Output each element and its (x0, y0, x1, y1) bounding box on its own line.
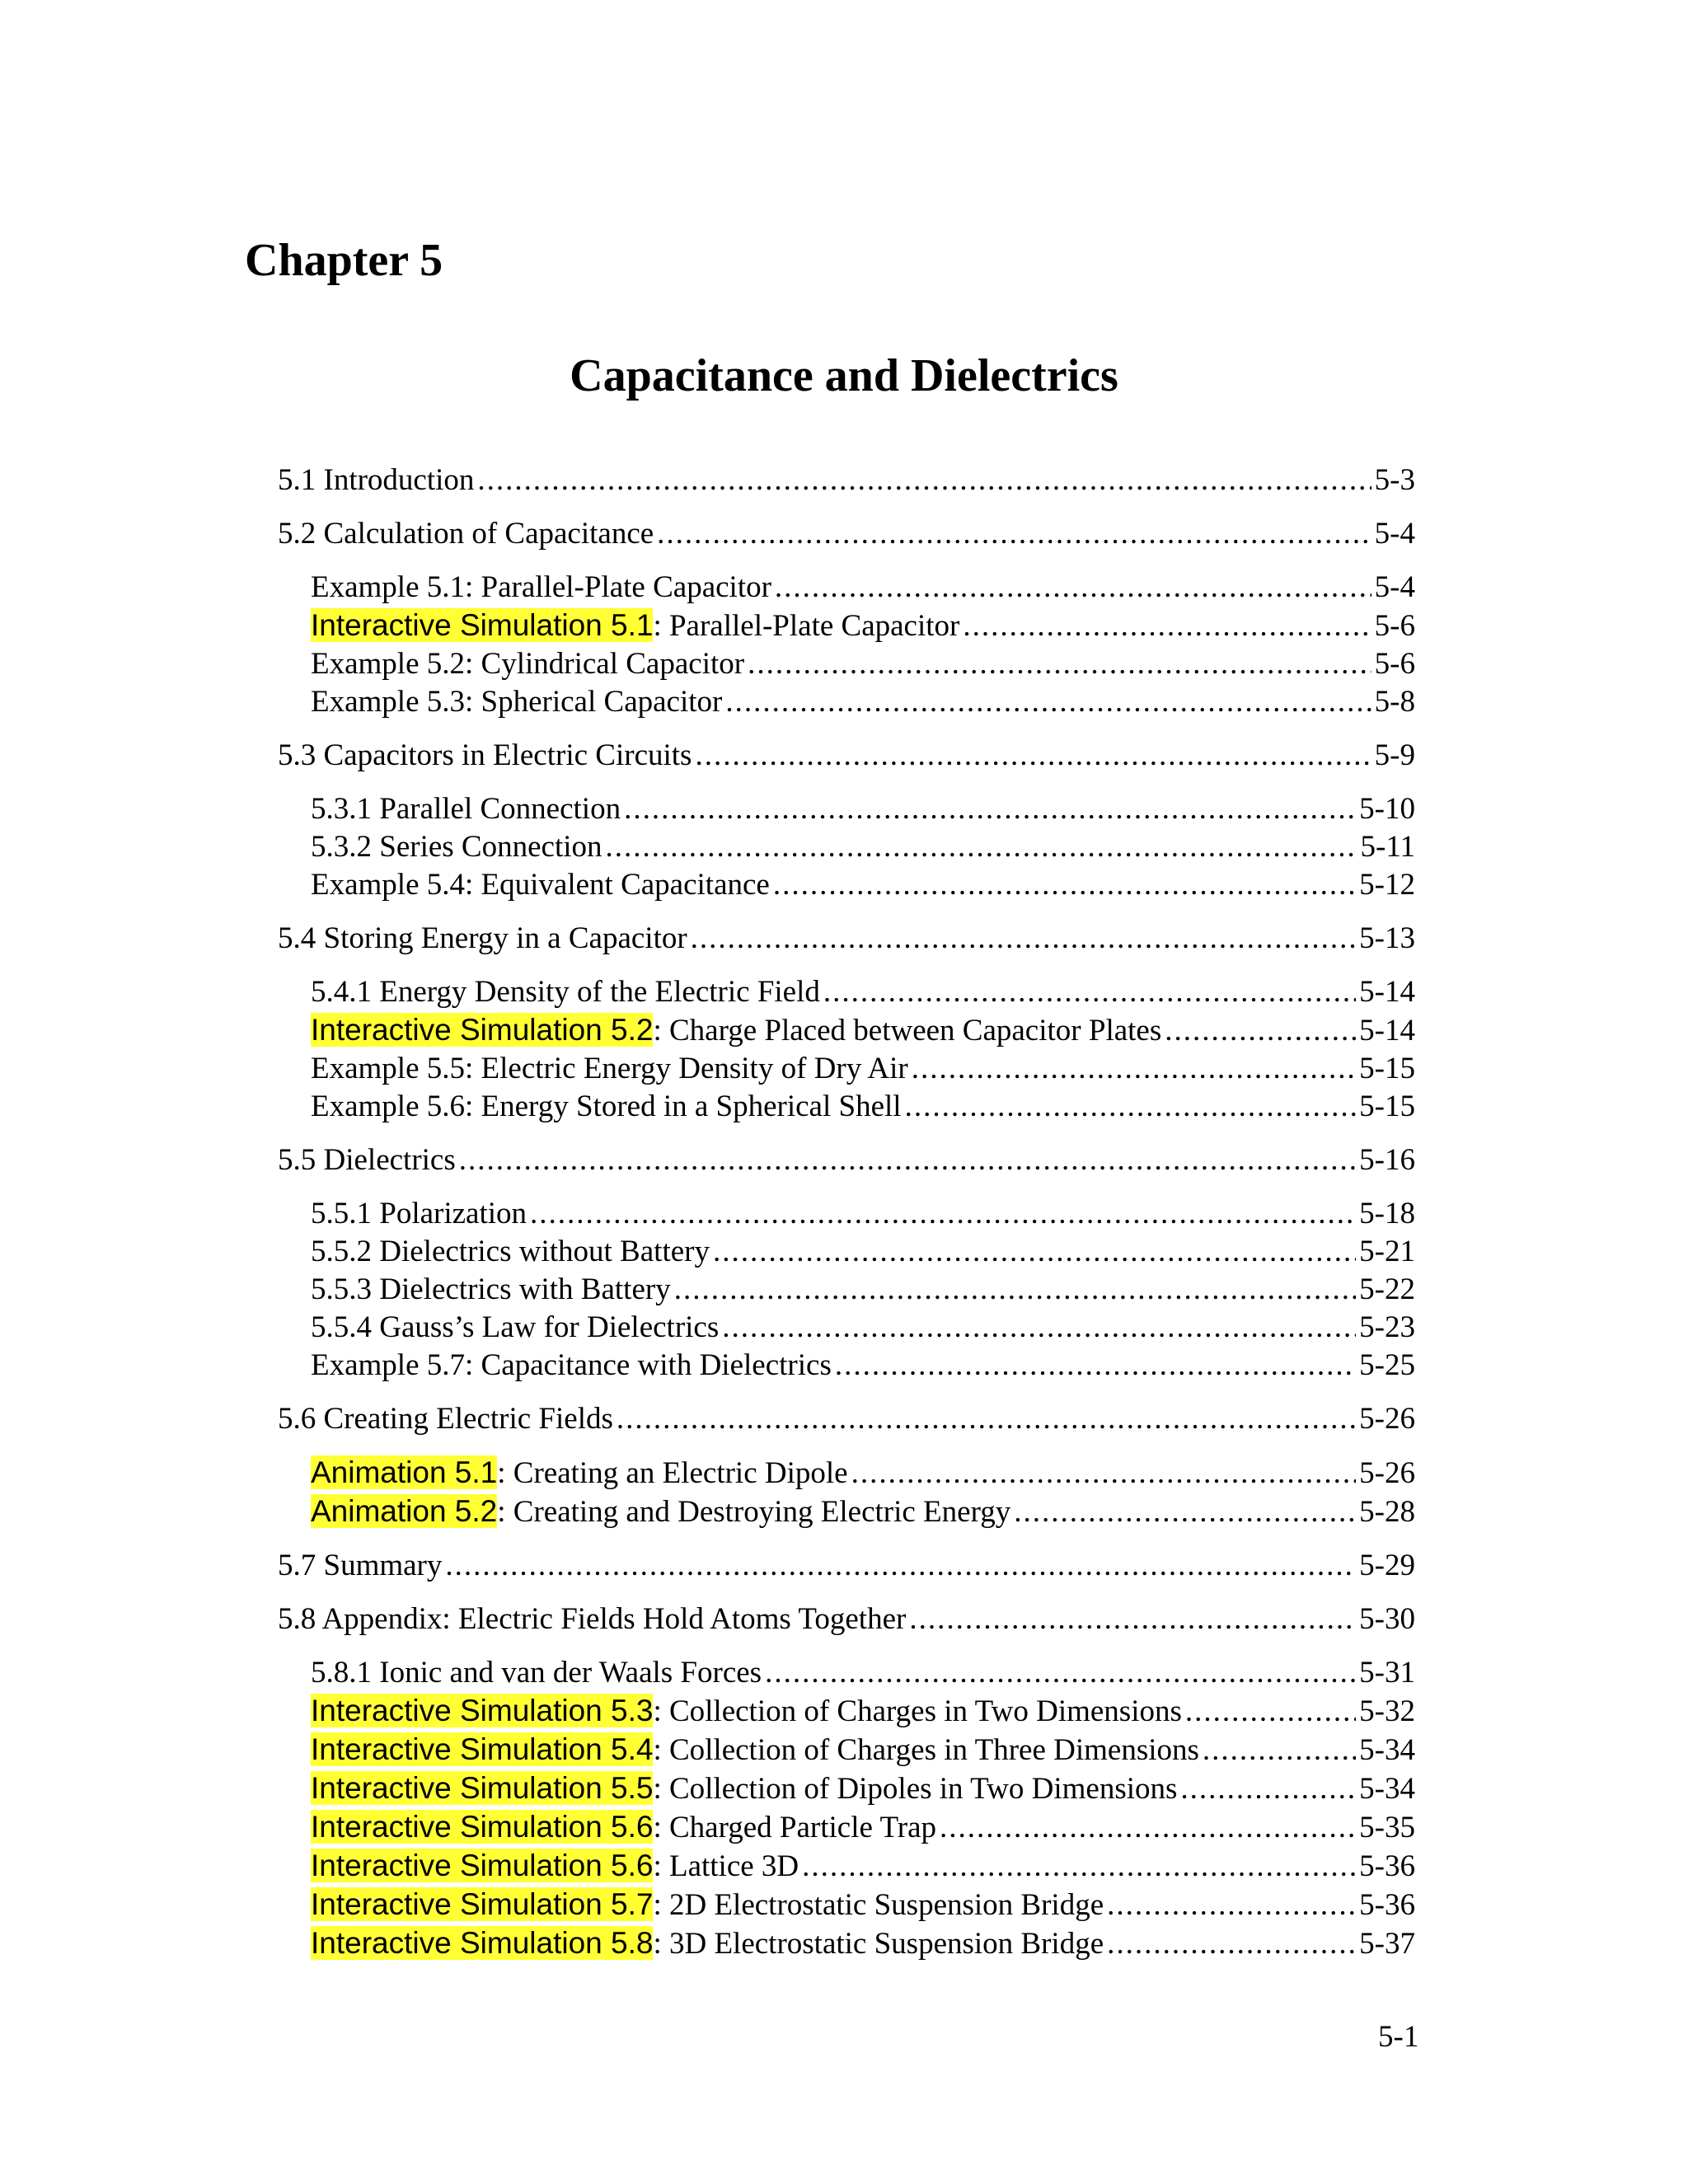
toc-section-entry[interactable] (278, 737, 1415, 775)
toc-entry-text: 5.4.1 Energy Density of the Electric Field (311, 975, 820, 1009)
toc-entry-text: : Collection of Charges in Two Dimensions (653, 1694, 1182, 1728)
toc-entry-title (311, 607, 959, 645)
toc-entry-text: 5.4 Storing Energy in a Capacitor (278, 921, 687, 955)
dot-leader (1185, 1693, 1356, 1731)
toc-section-entry[interactable] (278, 1547, 1415, 1585)
table-of-contents (278, 462, 1415, 1963)
toc-entry-title (311, 569, 771, 607)
toc-entry-text: : Charge Placed between Capacitor Plates (653, 1014, 1162, 1047)
toc-page-number: 5-3 (1374, 463, 1415, 497)
toc-entry-text: Example 5.1: Parallel-Plate Capacitor (311, 570, 771, 604)
toc-subentry[interactable] (278, 569, 1415, 607)
dot-leader (530, 1195, 1356, 1233)
toc-entry-title (311, 645, 744, 683)
toc-subentry[interactable] (278, 1233, 1415, 1271)
toc-subentry[interactable] (278, 1654, 1415, 1692)
toc-subentry[interactable] (278, 645, 1415, 683)
toc-subentry[interactable] (278, 1692, 1415, 1731)
dot-leader (725, 683, 1371, 721)
toc-entry-title (311, 1309, 719, 1347)
toc-page-number: 5-9 (1374, 738, 1415, 772)
toc-page-number: 5-11 (1360, 830, 1415, 864)
highlighted-link-label[interactable]: Interactive Simulation 5.2 (311, 1013, 654, 1047)
toc-entry-text: : Creating and Destroying Electric Energy (497, 1495, 1011, 1529)
dot-leader (657, 515, 1372, 553)
dot-leader (775, 569, 1372, 607)
toc-entry-title (311, 1011, 1161, 1050)
toc-page-number: 5-36 (1359, 1888, 1415, 1922)
dot-leader (773, 866, 1356, 904)
toc-subentry[interactable] (278, 828, 1415, 866)
toc-entry-text: 5.7 Summary (278, 1549, 443, 1582)
toc-entry-title (278, 737, 692, 775)
toc-entry-text: : Parallel-Plate Capacitor (653, 609, 960, 643)
highlighted-link-label[interactable]: Interactive Simulation 5.6 (311, 1849, 654, 1882)
toc-entry-text: 5.5 Dielectrics (278, 1143, 456, 1177)
toc-section-entry[interactable] (278, 920, 1415, 958)
toc-section-entry[interactable] (278, 1601, 1415, 1638)
toc-entry-title (311, 1195, 527, 1233)
toc-page-number: 5-14 (1359, 1014, 1415, 1047)
toc-page-number: 5-14 (1359, 975, 1415, 1009)
toc-section-entry[interactable] (278, 515, 1415, 553)
toc-subentry[interactable] (278, 1769, 1415, 1808)
highlighted-link-label[interactable]: Interactive Simulation 5.1 (311, 608, 654, 642)
toc-page-number: 5-15 (1359, 1052, 1415, 1085)
toc-entry-title (278, 1547, 442, 1585)
toc-subentry[interactable] (278, 973, 1415, 1011)
toc-section-entry[interactable] (278, 462, 1415, 499)
toc-page-number: 5-12 (1359, 868, 1415, 902)
toc-page-number: 5-6 (1374, 647, 1415, 681)
toc-page-number: 5-26 (1359, 1402, 1415, 1436)
dot-leader (909, 1601, 1356, 1638)
toc-page-number: 5-4 (1374, 517, 1415, 551)
toc-subentry[interactable] (278, 1195, 1415, 1233)
toc-entry-title (311, 1654, 762, 1692)
toc-entry-text: 5.2 Calculation of Capacitance (278, 517, 654, 551)
dot-leader (912, 1050, 1356, 1088)
toc-entry-text: Example 5.6: Energy Stored in a Spherical Shell (311, 1090, 902, 1123)
dot-leader (1180, 1770, 1356, 1808)
toc-entry-title (311, 866, 770, 904)
toc-entry-text: 5.8.1 Ionic and van der Waals Forces (311, 1656, 762, 1690)
toc-entry-title (278, 1141, 456, 1179)
toc-entry-title (311, 683, 722, 721)
chapter-label: Chapter 5 (245, 235, 443, 286)
toc-subentry[interactable] (278, 1347, 1415, 1385)
toc-entry-title (311, 1454, 848, 1493)
toc-entry-title (311, 973, 820, 1011)
toc-page-number: 5-10 (1359, 792, 1415, 826)
dot-leader (674, 1271, 1356, 1309)
toc-entry-title (278, 1601, 906, 1638)
toc-entry-text: : 3D Electrostatic Suspension Bridge (653, 1927, 1104, 1961)
toc-entry-text: Example 5.5: Electric Energy Density of Dry Air (311, 1052, 908, 1085)
dot-leader (1165, 1012, 1356, 1050)
dot-leader (1014, 1493, 1356, 1531)
toc-page-number: 5-36 (1359, 1849, 1415, 1883)
toc-entry-text: : 2D Electrostatic Suspension Bridge (653, 1888, 1104, 1922)
dot-leader (823, 973, 1356, 1011)
toc-entry-title (311, 1886, 1104, 1924)
toc-subentry[interactable] (278, 683, 1415, 721)
chapter-title: Capacitance and Dielectrics (570, 350, 1118, 401)
toc-page-number: 5-6 (1374, 609, 1415, 643)
toc-entry-title (311, 1769, 1177, 1808)
toc-subentry[interactable] (278, 1050, 1415, 1088)
toc-entry-text: Example 5.3: Spherical Capacitor (311, 685, 723, 719)
toc-entry-text: Example 5.7: Capacitance with Dielectrics (311, 1348, 832, 1382)
dot-leader (835, 1347, 1356, 1385)
highlighted-link-label[interactable]: Animation 5.1 (311, 1455, 498, 1489)
dot-leader (851, 1455, 1357, 1493)
toc-subentry[interactable] (278, 1309, 1415, 1347)
toc-entry-text: 5.5.3 Dielectrics with Battery (311, 1272, 671, 1306)
toc-entry-title (311, 1731, 1199, 1769)
highlighted-link-label[interactable]: Interactive Simulation 5.8 (311, 1926, 654, 1960)
toc-page-number: 5-32 (1359, 1694, 1415, 1728)
dot-leader (748, 645, 1372, 683)
toc-entry-title (278, 920, 687, 958)
toc-page-number: 5-28 (1359, 1495, 1415, 1529)
toc-entry-text: : Collection of Dipoles in Two Dimensions (653, 1772, 1178, 1806)
toc-entry-text: : Charged Particle Trap (653, 1811, 937, 1844)
toc-entry-text: 5.6 Creating Electric Fields (278, 1402, 613, 1436)
toc-entry-text: Example 5.2: Cylindrical Capacitor (311, 647, 745, 681)
dot-leader (802, 1848, 1356, 1886)
toc-page-number: 5-34 (1359, 1772, 1415, 1806)
toc-subentry[interactable] (278, 1011, 1415, 1050)
toc-page-number: 5-13 (1359, 921, 1415, 955)
toc-entry-title (311, 1847, 799, 1886)
toc-entry-title (311, 1493, 1010, 1531)
dot-leader (905, 1088, 1357, 1126)
toc-entry-title (278, 515, 654, 553)
highlighted-link-label[interactable]: Interactive Simulation 5.4 (311, 1732, 654, 1766)
highlighted-link-label[interactable]: Interactive Simulation 5.3 (311, 1694, 654, 1727)
dot-leader (1107, 1925, 1356, 1963)
dot-leader (765, 1654, 1356, 1692)
dot-leader (691, 920, 1357, 958)
toc-page-number: 5-18 (1359, 1197, 1415, 1230)
dot-leader (713, 1233, 1356, 1271)
toc-page-number: 5-37 (1359, 1927, 1415, 1961)
dot-leader (1203, 1732, 1356, 1769)
toc-entry-title (311, 1050, 908, 1088)
highlighted-link-label[interactable]: Interactive Simulation 5.6 (311, 1810, 654, 1844)
dot-leader (477, 462, 1371, 499)
toc-section-entry[interactable] (278, 1400, 1415, 1438)
toc-entry-title (311, 1692, 1182, 1731)
toc-page-number: 5-35 (1359, 1811, 1415, 1844)
toc-subentry[interactable] (278, 1271, 1415, 1309)
dot-leader (722, 1309, 1356, 1347)
dot-leader (695, 737, 1371, 775)
dot-leader (963, 607, 1371, 645)
toc-subentry[interactable] (278, 1886, 1415, 1924)
toc-page-number: 5-25 (1359, 1348, 1415, 1382)
dot-leader (617, 1400, 1356, 1438)
toc-page-number: 5-4 (1374, 570, 1415, 604)
toc-page-number: 5-8 (1374, 685, 1415, 719)
toc-subentry[interactable] (278, 790, 1415, 828)
toc-entry-text: : Lattice 3D (653, 1849, 799, 1883)
dot-leader (624, 790, 1356, 828)
toc-page-number: 5-30 (1359, 1602, 1415, 1636)
toc-entry-text: 5.5.2 Dielectrics without Battery (311, 1235, 710, 1268)
toc-entry-text: Example 5.4: Equivalent Capacitance (311, 868, 770, 902)
toc-entry-title (311, 1088, 902, 1126)
toc-entry-text: 5.3 Capacitors in Electric Circuits (278, 738, 692, 772)
toc-subentry[interactable] (278, 1847, 1415, 1886)
toc-subentry[interactable] (278, 1088, 1415, 1126)
toc-page-number: 5-34 (1359, 1733, 1415, 1767)
toc-entry-text: 5.5.4 Gauss’s Law for Dielectrics (311, 1310, 720, 1344)
toc-section-entry[interactable] (278, 1141, 1415, 1179)
toc-page-number: 5-15 (1359, 1090, 1415, 1123)
toc-page-number: 5-29 (1359, 1549, 1415, 1582)
toc-subentry[interactable] (278, 1454, 1415, 1493)
toc-subentry[interactable] (278, 1493, 1415, 1531)
dot-leader (606, 828, 1357, 866)
toc-entry-text: : Collection of Charges in Three Dimensions (653, 1733, 1199, 1767)
toc-entry-text: 5.8 Appendix: Electric Fields Hold Atoms Together (278, 1602, 907, 1636)
toc-entry-title (311, 1924, 1104, 1963)
dot-leader (445, 1547, 1356, 1585)
toc-entry-text: 5.1 Introduction (278, 463, 475, 497)
toc-subentry[interactable] (278, 1731, 1415, 1769)
page-number: 5-1 (1378, 2020, 1419, 2054)
toc-entry-title (311, 1233, 710, 1271)
dot-leader (1107, 1886, 1356, 1924)
toc-entry-title (311, 828, 603, 866)
toc-entry-text: 5.3.1 Parallel Connection (311, 792, 621, 826)
highlighted-link-label[interactable]: Animation 5.2 (311, 1494, 498, 1528)
toc-page-number: 5-26 (1359, 1456, 1415, 1490)
toc-page-number: 5-31 (1359, 1656, 1415, 1690)
toc-entry-title (311, 790, 621, 828)
toc-subentry[interactable] (278, 607, 1415, 645)
toc-subentry[interactable] (278, 1808, 1415, 1847)
toc-entry-text: : Creating an Electric Dipole (497, 1456, 848, 1490)
highlighted-link-label[interactable]: Interactive Simulation 5.5 (311, 1771, 654, 1805)
toc-page-number: 5-21 (1359, 1235, 1415, 1268)
toc-entry-title (311, 1271, 671, 1309)
toc-entry-text: 5.3.2 Series Connection (311, 830, 603, 864)
dot-leader (459, 1141, 1356, 1179)
toc-page-number: 5-23 (1359, 1310, 1415, 1344)
toc-page-number: 5-16 (1359, 1143, 1415, 1177)
toc-entry-title (311, 1347, 832, 1385)
toc-entry-text: 5.5.1 Polarization (311, 1197, 528, 1230)
toc-entry-title (311, 1808, 936, 1847)
toc-page-number: 5-22 (1359, 1272, 1415, 1306)
toc-entry-title (278, 1400, 613, 1438)
toc-entry-title (278, 462, 474, 499)
dot-leader (940, 1809, 1356, 1847)
toc-subentry[interactable] (278, 866, 1415, 904)
toc-subentry[interactable] (278, 1924, 1415, 1963)
highlighted-link-label[interactable]: Interactive Simulation 5.7 (311, 1887, 654, 1921)
